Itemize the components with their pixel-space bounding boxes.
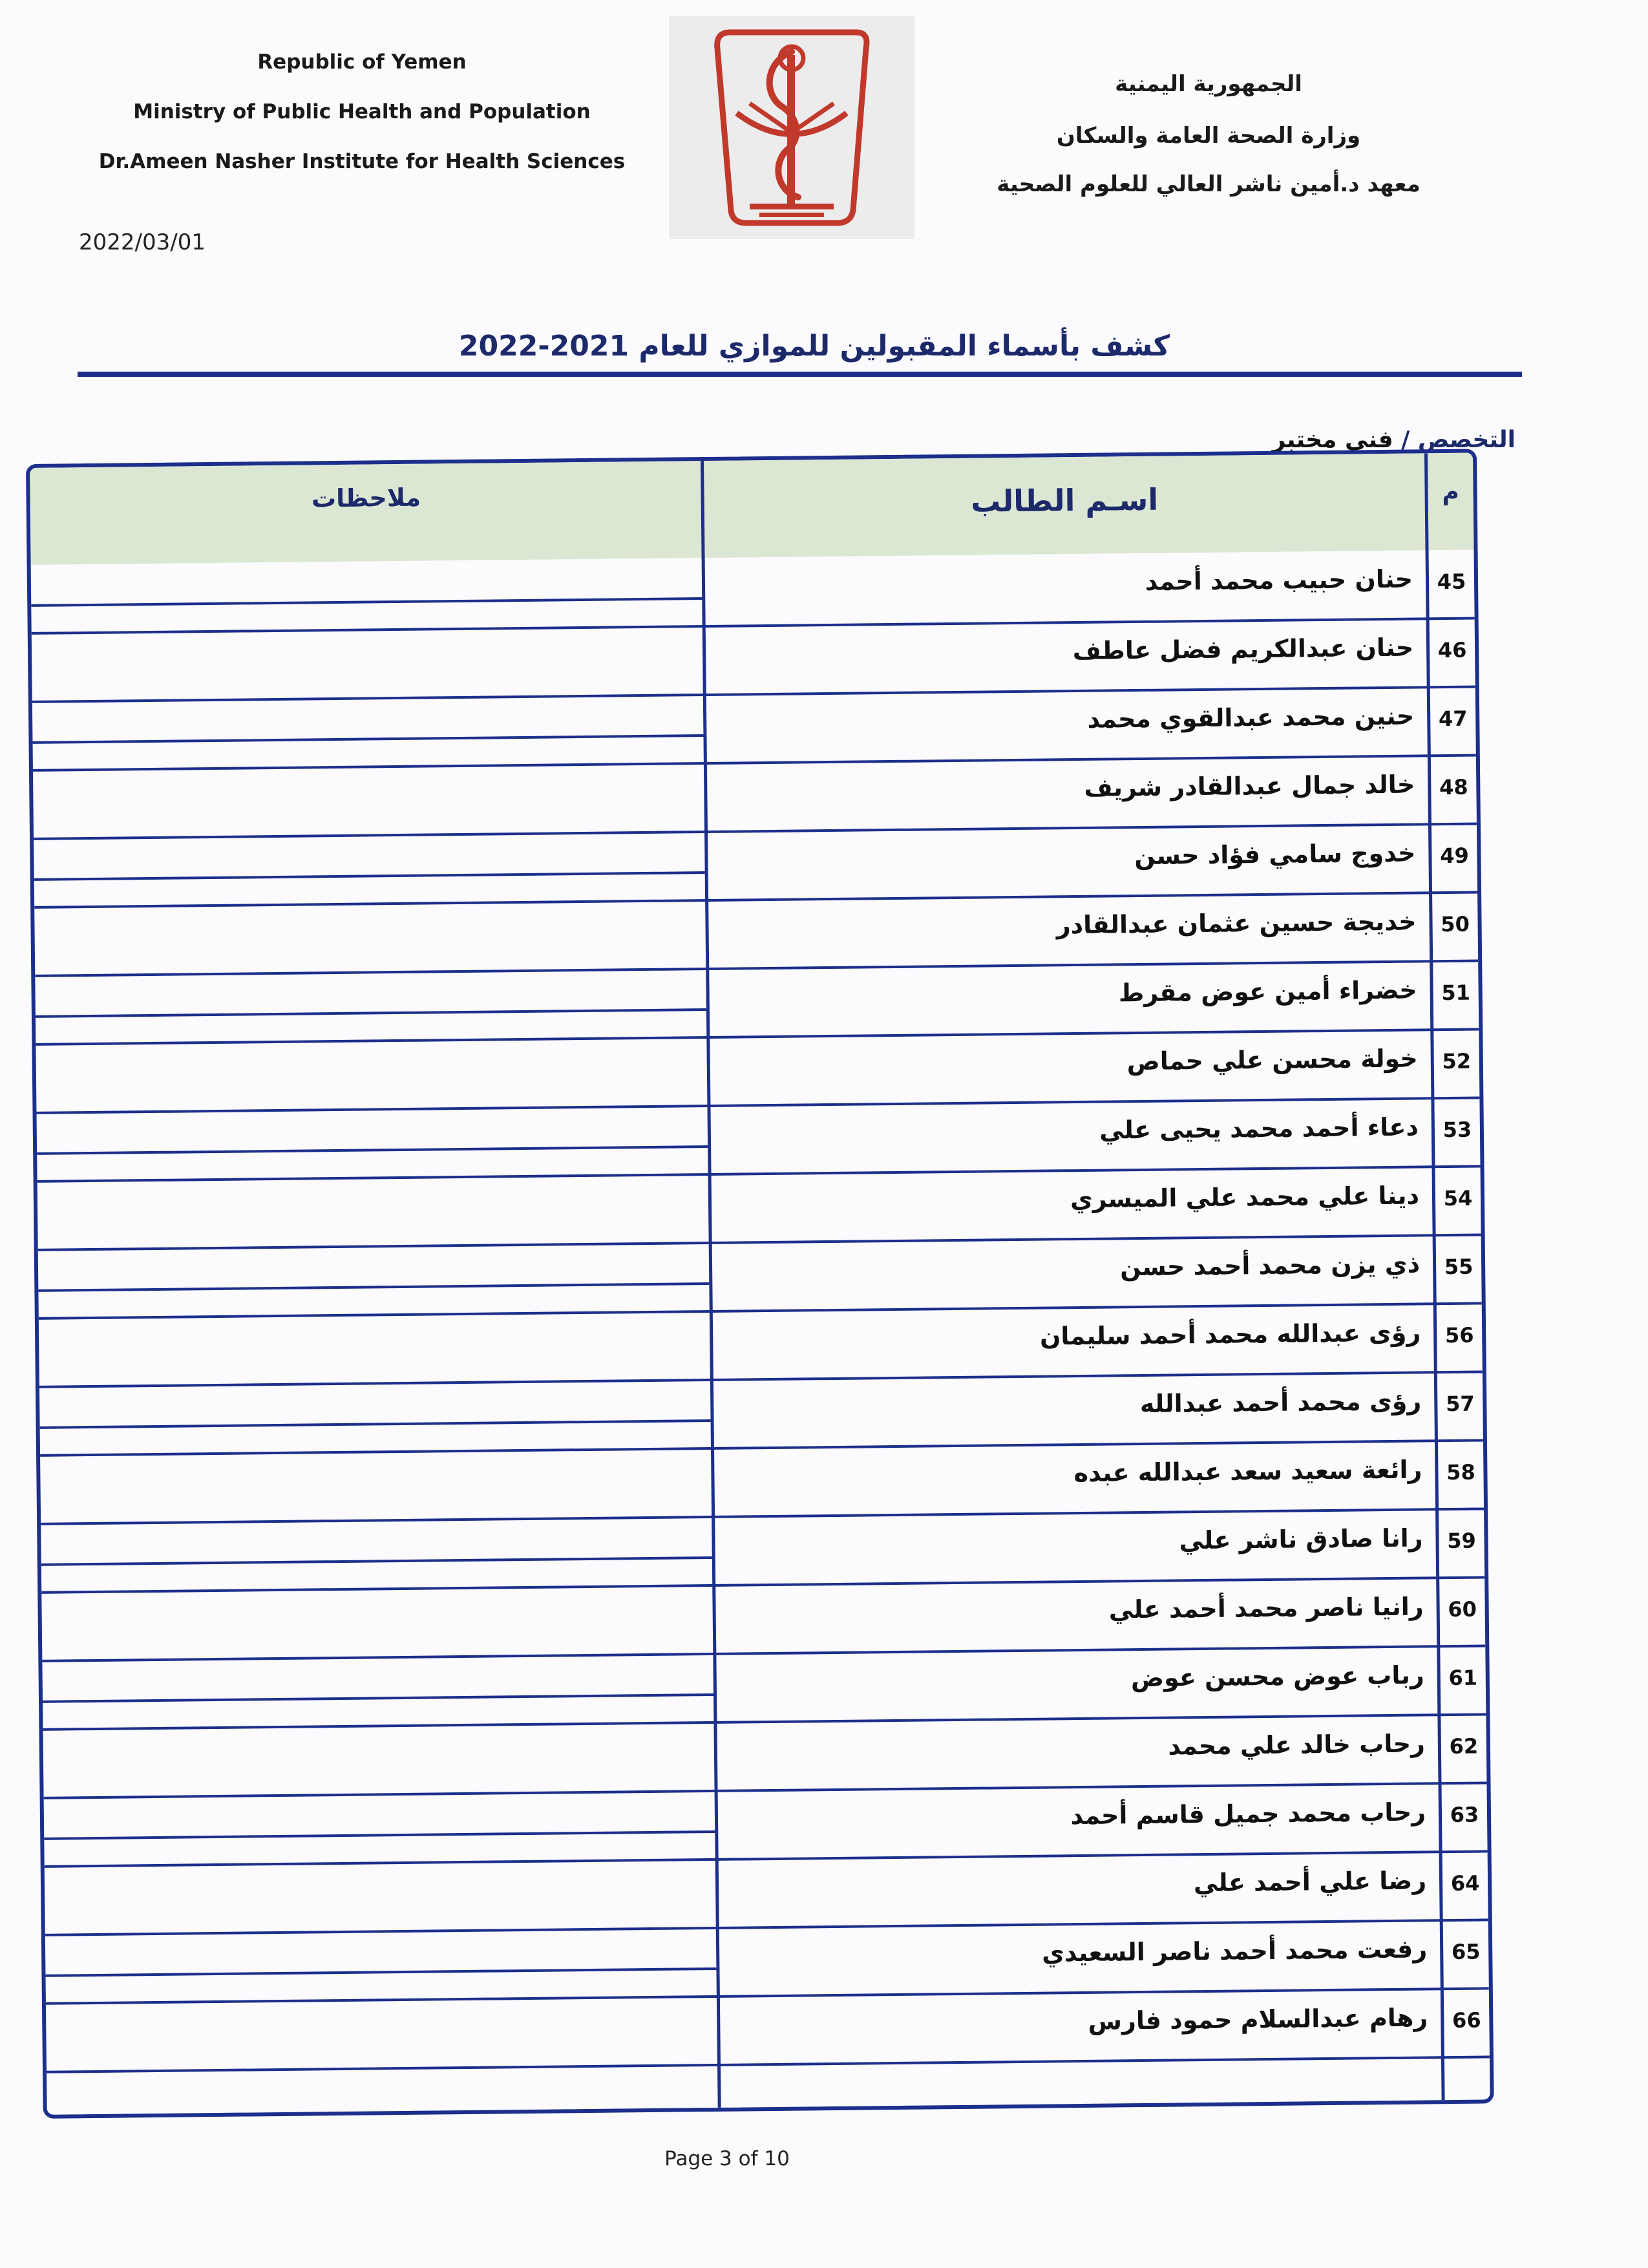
student-name: رائعة سعيد سعد عبدالله عبده — [1073, 1455, 1422, 1488]
row-number: 64 — [1450, 1871, 1480, 1896]
specialty-label: التخصص / — [1401, 427, 1516, 453]
student-name: رؤى عبدالله محمد أحمد سليمان — [1039, 1318, 1421, 1351]
row-number: 54 — [1443, 1185, 1473, 1211]
page-title: كشف بأسماء المقبولين للموازي للعام 2021-2022 — [458, 330, 1170, 363]
row-number: 59 — [1447, 1528, 1477, 1554]
row-notes — [34, 920, 706, 927]
row-number: 49 — [1440, 843, 1469, 869]
row-notes — [45, 1879, 717, 1886]
row-notes — [37, 1194, 710, 1201]
row-notes — [37, 1125, 709, 1132]
student-name: حنان عبدالكريم فضل عاطف — [1072, 633, 1414, 666]
header-num: م — [1442, 478, 1459, 506]
row-number: 58 — [1446, 1459, 1475, 1485]
page-footer: Page 3 of 10 — [664, 2147, 790, 2170]
row-number: 63 — [1450, 1802, 1479, 1828]
row-notes — [44, 1810, 716, 1818]
student-name: رباب عوض محسن عوض — [1130, 1660, 1424, 1693]
row-notes — [32, 646, 704, 653]
students-table — [26, 449, 1494, 2118]
student-name: خديجة حسين عثمان عبدالقادر — [1056, 907, 1417, 940]
row-number: 66 — [1452, 2008, 1481, 2033]
row-number: 46 — [1437, 637, 1467, 663]
student-name: دينا علي محمد علي الميسري — [1070, 1181, 1420, 1214]
row-number: 65 — [1451, 1939, 1481, 1965]
student-name: ذي يزن محمد أحمد حسن — [1119, 1249, 1421, 1282]
row-notes — [42, 1605, 714, 1612]
row-notes — [36, 988, 708, 995]
specialty-value: فني مختبر — [1272, 427, 1393, 453]
row-notes — [40, 1468, 712, 1475]
header-ar-institute: معهد د.أمين ناشر العالي للعلوم الصحية — [997, 171, 1421, 197]
header-ar-country: الجمهورية اليمنية — [1115, 71, 1302, 97]
row-notes — [43, 1742, 715, 1749]
row-notes — [33, 783, 705, 790]
student-name: رانيا ناصر محمد أحمد علي — [1108, 1592, 1424, 1624]
row-number: 52 — [1442, 1048, 1472, 1074]
row-number: 56 — [1444, 1322, 1474, 1348]
student-name: رؤى محمد أحمد عبدالله — [1139, 1386, 1422, 1419]
row-number: 60 — [1448, 1596, 1477, 1622]
student-name: حنان حبيب محمد أحمد — [1145, 564, 1413, 596]
student-name: خولة محسن علي حماص — [1126, 1044, 1418, 1076]
row-notes — [32, 714, 704, 721]
student-name: رانا صادق ناشر علي — [1179, 1523, 1423, 1555]
row-notes — [45, 1947, 717, 1955]
header-ar-ministry: وزارة الصحة العامة والسكان — [1056, 123, 1361, 149]
title-underline — [78, 372, 1522, 377]
row-notes — [39, 1399, 712, 1406]
student-name: رهام عبدالسلام حمود فارس — [1088, 2003, 1428, 2035]
header-en-ministry: Ministry of Public Health and Population — [133, 100, 591, 123]
student-name: رحاب خالد علي محمد — [1168, 1729, 1426, 1761]
institute-logo — [669, 16, 914, 239]
header-student-name: اسـم الطالب — [970, 482, 1159, 519]
student-name: خدوج سامي فؤاد حسن — [1134, 838, 1416, 871]
header-notes: ملاحظات — [311, 483, 421, 513]
row-notes — [46, 2016, 718, 2023]
row-notes — [38, 1262, 710, 1269]
student-name: رفعت محمد أحمد ناصر السعيدي — [1041, 1934, 1428, 1967]
header-en-country: Republic of Yemen — [257, 50, 467, 74]
row-notes — [36, 1057, 708, 1064]
row-number: 55 — [1444, 1254, 1474, 1280]
row-number: 50 — [1441, 911, 1470, 937]
document-date: 2022/03/01 — [79, 229, 206, 255]
student-name: خضراء أمين عوض مقرط — [1118, 975, 1417, 1008]
row-number: 53 — [1442, 1117, 1472, 1143]
row-notes — [34, 851, 706, 858]
row-number: 57 — [1445, 1391, 1475, 1417]
row-number: 47 — [1438, 706, 1468, 732]
caduceus-logo-icon — [669, 16, 914, 239]
row-notes — [39, 1331, 711, 1338]
row-notes — [43, 1673, 715, 1680]
row-notes — [31, 577, 703, 584]
row-number: 51 — [1441, 980, 1471, 1006]
student-name: رحاب محمد جميل قاسم أحمد — [1070, 1797, 1426, 1830]
row-notes — [41, 1536, 713, 1543]
row-number: 62 — [1449, 1733, 1479, 1759]
header-en-institute: Dr.Ameen Nasher Institute for Health Sciences — [98, 150, 626, 173]
row-number: 45 — [1437, 569, 1466, 595]
row-number: 48 — [1439, 774, 1468, 800]
student-name: دعاء أحمد محمد يحيى علي — [1099, 1112, 1419, 1145]
student-name: حنين محمد عبدالقوي محمد — [1087, 701, 1415, 734]
student-name: خالد جمال عبدالقادر شريف — [1084, 770, 1415, 802]
row-number: 61 — [1448, 1665, 1478, 1691]
student-name: رضا علي أحمد علي — [1193, 1866, 1427, 1898]
